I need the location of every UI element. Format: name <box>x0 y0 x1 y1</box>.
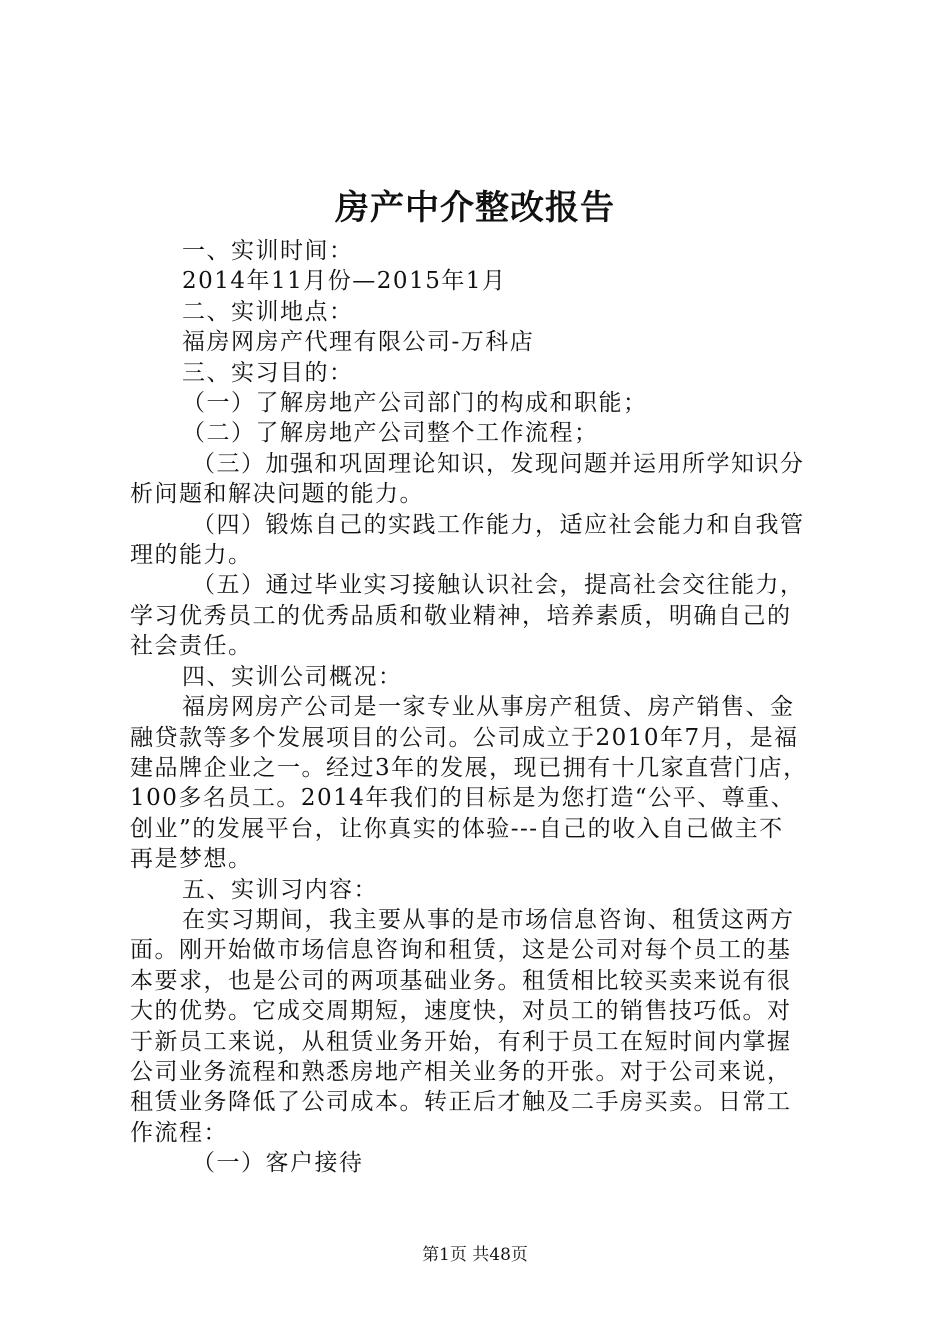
document-line: 建品牌企业之一。经过3年的发展，现已拥有十几家直营门店， <box>130 754 808 781</box>
document-line: 三、实习目的： <box>182 359 354 386</box>
document-line: 再是梦想。 <box>130 846 253 873</box>
page-footer: 第1页 共48页 <box>422 1245 528 1265</box>
document-line: 学习优秀员工的优秀品质和敬业精神，培养素质，明确自己的 <box>130 602 792 629</box>
document-line: （一）了解房地产公司部门的构成和职能； <box>182 390 648 417</box>
document-line: 理的能力。 <box>130 542 253 569</box>
document-line: 租赁业务降低了公司成本。转正后才触及二手房买卖。日常工 <box>130 1089 792 1116</box>
document-line: 大的优势。它成交周期短，速度快，对员工的销售技巧低。对 <box>130 998 792 1025</box>
document-line: （五）通过毕业实习接触认识社会，提高社会交往能力， <box>192 572 805 599</box>
document-line: 五、实训习内容： <box>182 876 378 903</box>
document-line: 创业”的发展平台，让你真实的体验---自己的收入自己做主不 <box>130 815 784 842</box>
document-line: 于新员工来说，从租赁业务开始，有利于员工在短时间内掌握 <box>130 1028 792 1055</box>
document-line: 在实习期间，我主要从事的是市场信息咨询、租赁这两方 <box>182 906 795 933</box>
document-line: 融贷款等多个发展项目的公司。公司成立于2010年7月，是福 <box>130 724 799 751</box>
document-line: 本要求，也是公司的两项基础业务。租赁相比较买卖来说有很 <box>130 967 792 994</box>
document-line: 二、实训地点： <box>182 298 354 325</box>
document-line: （四）锻炼自己的实践工作能力，适应社会能力和自我管 <box>192 511 805 538</box>
document-line: （一）客户接待 <box>192 1150 364 1177</box>
document-line: 一、实训时间： <box>182 238 354 264</box>
document-line: 作流程： <box>130 1119 228 1146</box>
document-line: 福房网房产代理有限公司-万科店 <box>182 329 535 356</box>
document-line: （二）了解房地产公司整个工作流程； <box>182 420 599 447</box>
document-line: 公司业务流程和熟悉房地产相关业务的开张。对于公司来说， <box>130 1058 792 1085</box>
document-line: 社会责任。 <box>130 633 253 660</box>
document-body <box>130 236 830 1179</box>
document-line: 福房网房产公司是一家专业从事房产租赁、房产销售、金 <box>182 694 795 721</box>
document-title: 房产中介整改报告 <box>335 188 615 228</box>
document-line: 四、实训公司概况： <box>182 663 403 690</box>
document-line: （三）加强和巩固理论知识，发现问题并运用所学知识分 <box>192 450 805 477</box>
document-line: 100多名员工。2014年我们的目标是为您打造“公平、尊重、 <box>130 785 796 812</box>
document-line: 析问题和解决问题的能力。 <box>130 481 424 508</box>
document-line: 2014年11月份—2015年1月 <box>182 268 507 295</box>
document-line: 面。刚开始做市场信息咨询和租赁，这是公司对每个员工的基 <box>130 937 792 964</box>
